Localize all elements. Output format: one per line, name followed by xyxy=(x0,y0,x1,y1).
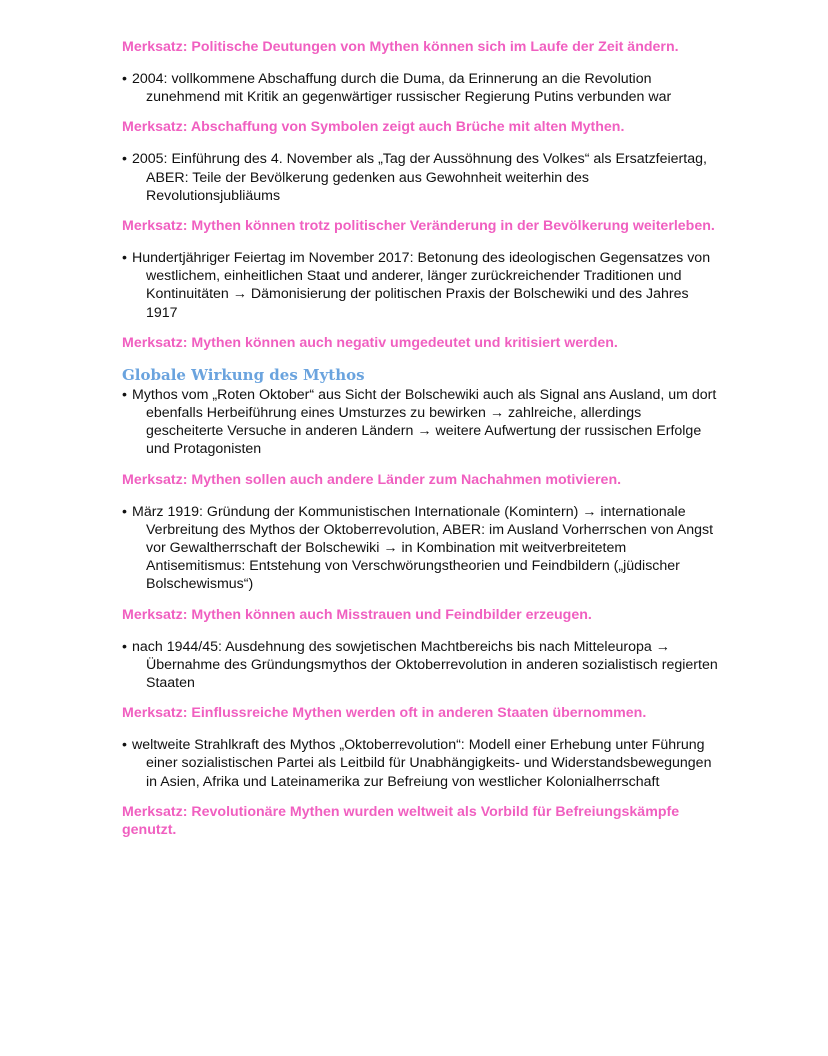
merksatz-adopted-by-other-states: Merksatz: Einflussreiche Mythen werden oft in anderen Staaten übernommen. xyxy=(122,705,647,722)
merksatz-symbol-abolition: Merksatz: Abschaffung von Symbolen zeigt auch Brüche mit alten Mythen. xyxy=(122,119,625,136)
bullet-worldwide-appeal xyxy=(122,736,722,791)
bullet-text: 2004: vollkommene Abschaffung durch die Duma, da Erinnerung an die Revolution zunehmend mit Kritik an gegenwärtiger russischer Regierung Putins verbunden war xyxy=(132,71,672,106)
merksatz-motivate-imitation: Merksatz: Mythen sollen auch andere Länder zum Nachahmen motivieren. xyxy=(122,471,622,488)
bullet-1919-komintern xyxy=(122,503,722,594)
merksatz-model-for-liberation: Merksatz: Revolutionäre Mythen wurden weltweit als Vorbild für Befreiungskämpfe genutzt. xyxy=(122,803,680,838)
merksatz-negative-reinterpretation: Merksatz: Mythen können auch negativ umgedeutet und kritisiert werden. xyxy=(122,334,618,351)
bullet-text: Hundertjähriger Feiertag im November 2017: Betonung des ideologischen Gegensatzes von westlichem, einheitlichen Staat und anderer, länger zurückreichender Traditionen und Kontinuitäten → Dämonisierung der politischen Praxis der Bolschewiki und des Jahres 1917 xyxy=(132,250,711,321)
section-heading-global-impact: Globale Wirkung des Mythos xyxy=(122,365,365,384)
bullet-1944-expansion xyxy=(122,638,722,693)
bullet-dot: • xyxy=(122,71,127,87)
bullet-dot: • xyxy=(122,638,127,655)
merksatz-political-interpretation: Merksatz: Politische Deutungen von Mythen können sich im Laufe der Zeit ändern. xyxy=(122,39,679,55)
bullet-dot: • xyxy=(122,151,127,168)
bullet-2005-new-holiday xyxy=(122,150,722,205)
merksatz-myths-live-on: Merksatz: Mythen können trotz politischer Veränderung in der Bevölkerung weiterleben. xyxy=(122,218,715,235)
bullet-text: März 1919: Gründung der Kommunistischen Internationale (Komintern) → internationale Verbreitung des Mythos der Oktoberrevolution, ABER: im Ausland Vorherrschen von Angst vor Gewaltherrschaft der Bolschewiki → in Kombination mit weitverbreitetem Antisemitismus: Entstehung von Verschwörungstheorien und Feindbildern („jüdischer Bolschewismus“) xyxy=(132,503,714,593)
bullet-text: Mythos vom „Roten Oktober“ aus Sicht der Bolschewiki auch als Signal ans Ausland, um dort ebenfalls Herbeiführung eines Umsturzes zu bewirken → zahlreiche, allerdings gescheiterte Versuche in anderen Ländern → weitere Aufwertung der russischen Erfolge und Protagonisten xyxy=(132,386,717,458)
document-page xyxy=(122,38,722,853)
merksatz-distrust-enemy-images: Merksatz: Mythen können auch Misstrauen und Feindbilder erzeugen. xyxy=(122,606,592,623)
bullet-dot: • xyxy=(122,503,127,520)
bullet-dot: • xyxy=(122,250,127,267)
bullet-dot: • xyxy=(122,737,127,754)
bullet-text: 2005: Einführung des 4. November als „Tag der Aussöhnung des Volkes“ als Ersatzfeiertag, ABER: Teile der Bevölkerung gedenken aus Gewohnheit weiterhin des Revolutionsjubliäums xyxy=(132,151,707,204)
bullet-dot: • xyxy=(122,386,127,403)
bullet-red-october-signal xyxy=(122,386,722,459)
bullet-2017-centenary xyxy=(122,249,722,322)
bullet-text: weltweite Strahlkraft des Mythos „Oktoberrevolution“: Modell einer Erhebung unter Führung einer sozialistischen Partei als Leitbild für Unabhängigkeits- und Widerstandsbewegungen in Asien, Afrika und Lateinamerika zur Befreiung von westlicher Kolonialherrschaft xyxy=(132,737,712,790)
bullet-2004-abolition xyxy=(122,70,722,106)
bullet-text: nach 1944/45: Ausdehnung des sowjetischen Machtbereichs bis nach Mitteleuropa → Übernahme des Gründungsmythos der Oktoberrevolution in anderen sozialistisch regierten Staaten xyxy=(132,638,718,692)
